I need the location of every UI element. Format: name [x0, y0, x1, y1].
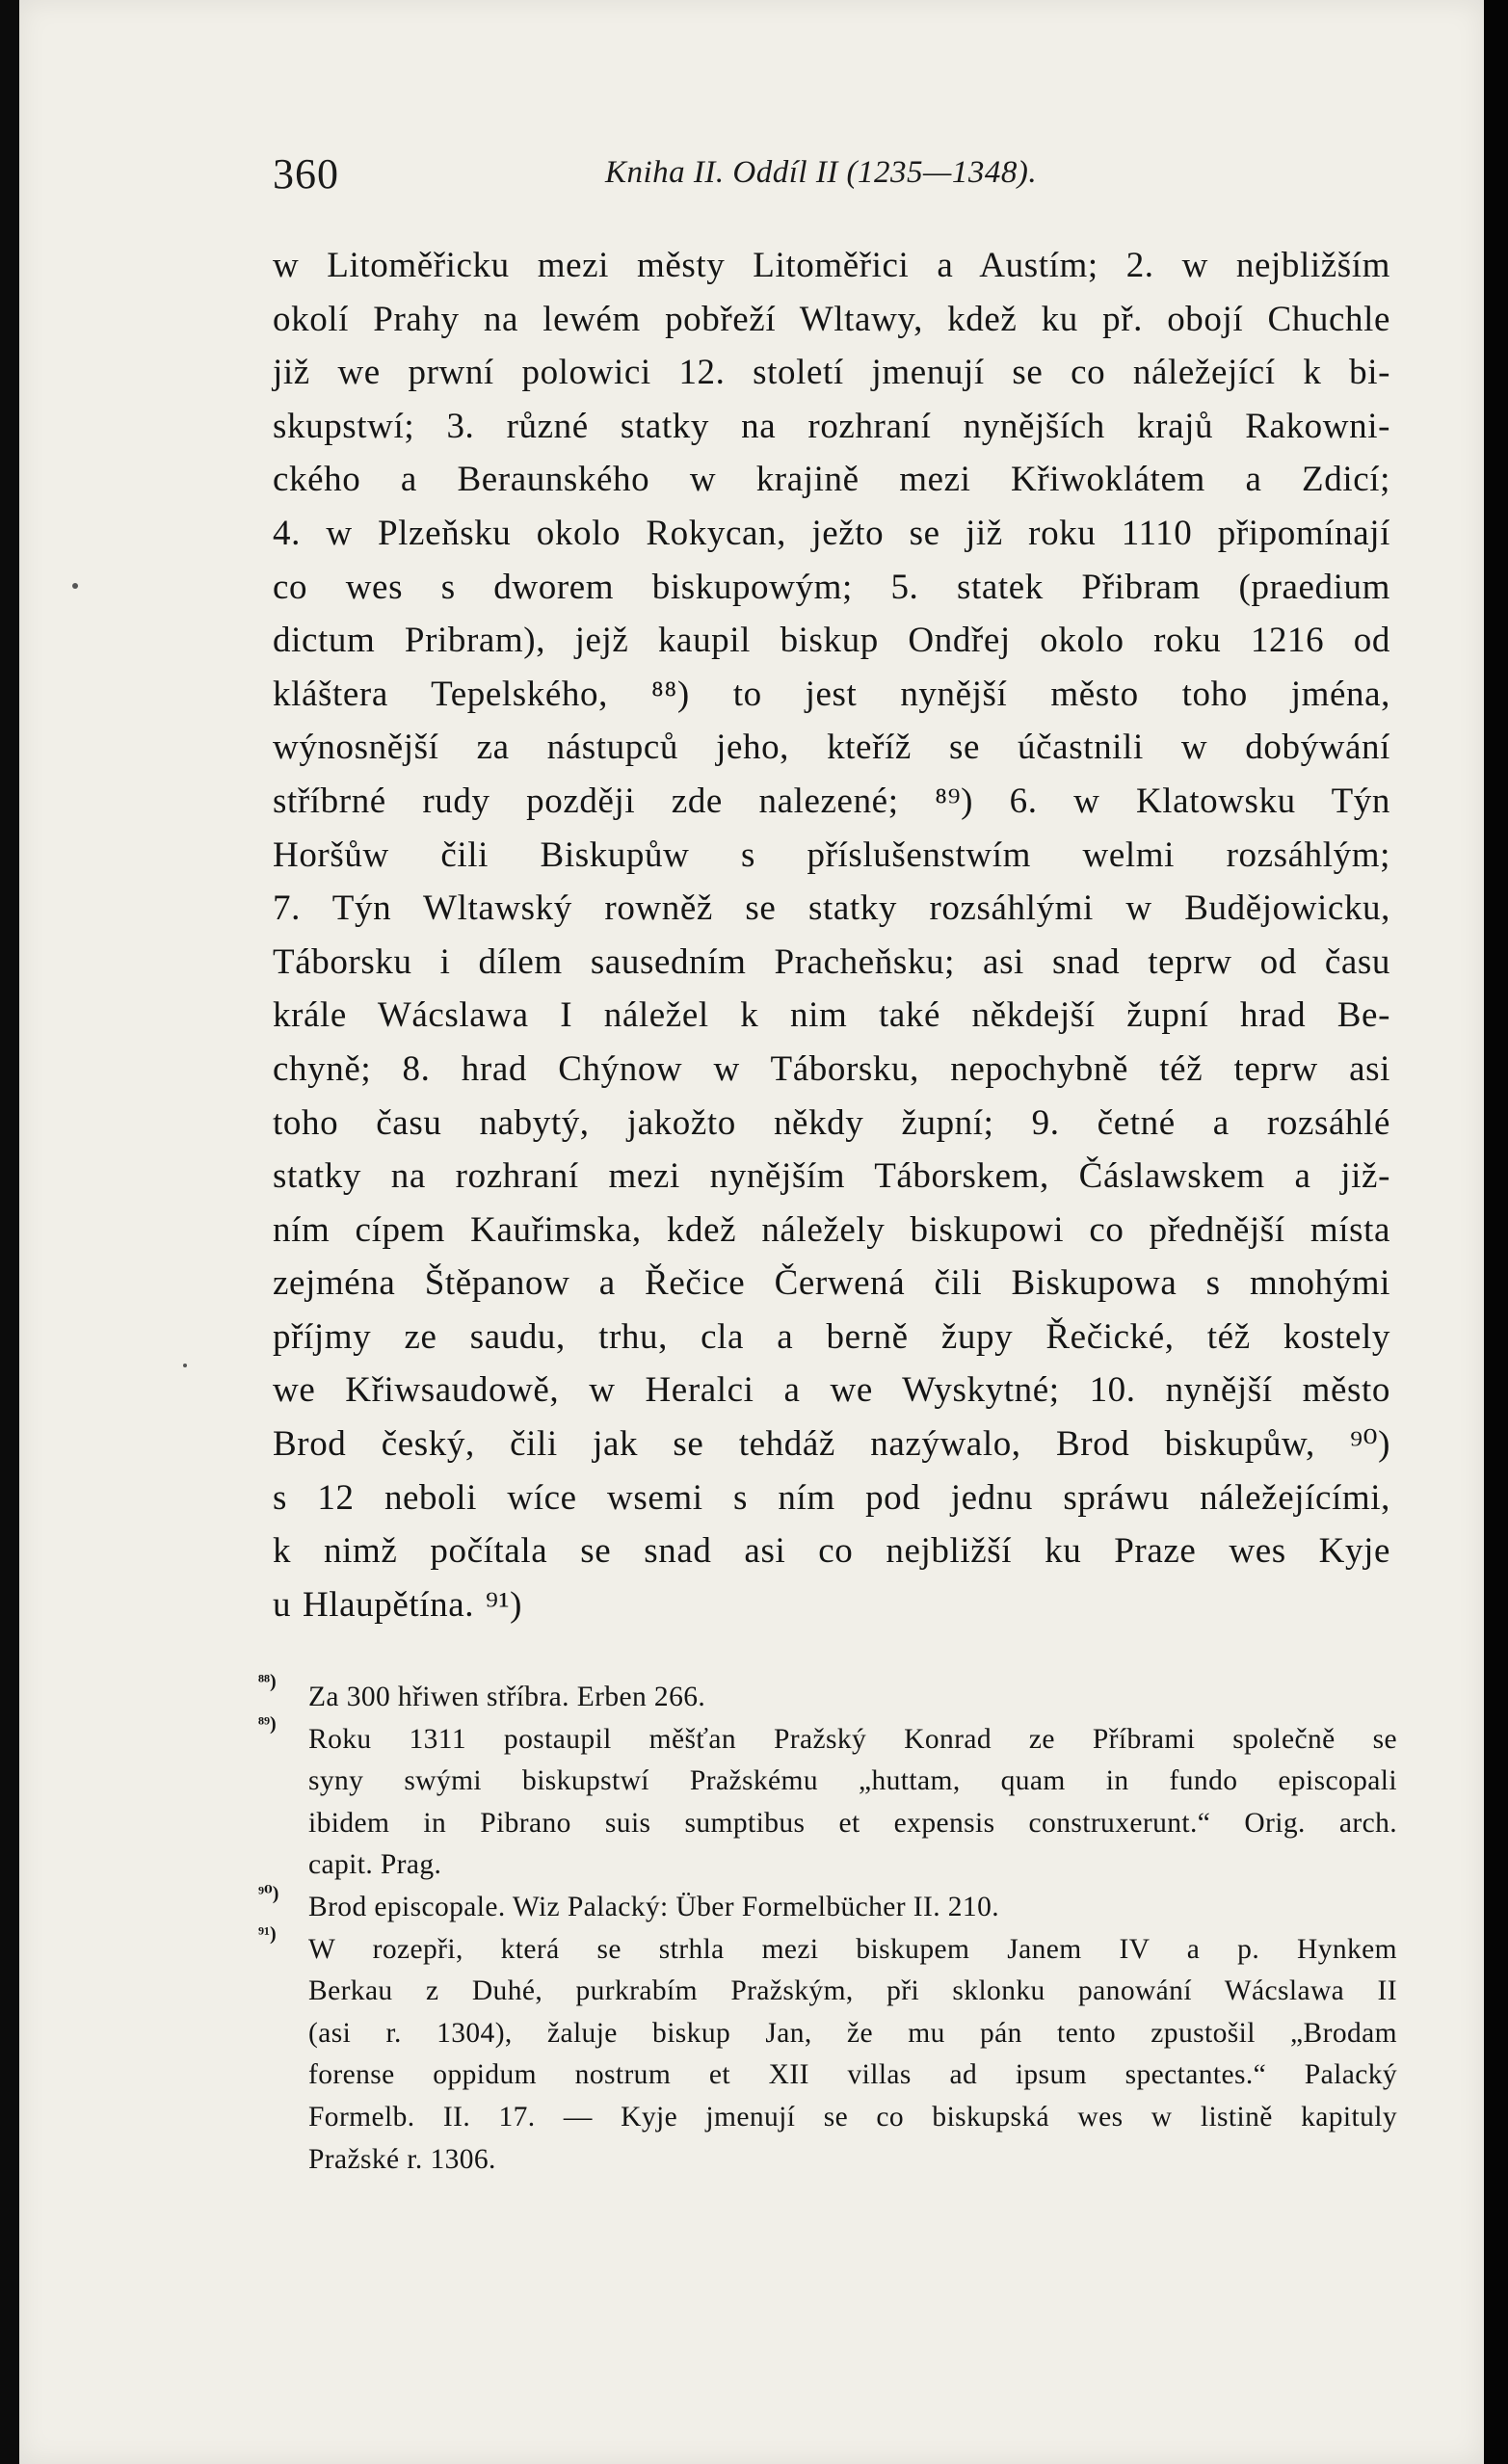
footnote-line: Pražské r. 1306. — [308, 2143, 496, 2175]
text-line: we Křiwsaudowě, w Heralci a we Wyskytné; 10. nynější město — [273, 1370, 1390, 1411]
text-line: 7. Týn Wltawský rowněž se statky rozsáhlými w Budějowicku, — [273, 888, 1390, 929]
page-number: 360 — [273, 150, 339, 198]
footnote-marker: ⁹⁰) — [258, 1882, 279, 1904]
text-line: statky na rozhraní mezi nynějším Táborskem, Čáslawskem a již- — [273, 1156, 1390, 1197]
text-line: ckého a Beraunského w krajině mezi Křiwoklátem a Zdicí; — [273, 460, 1390, 500]
footnote-line: ibidem in Pibrano suis sumptibus et expensis construxerunt.“ Orig. arch. — [308, 1807, 1397, 1839]
footnote-marker: ⁸⁹) — [258, 1712, 277, 1735]
text-line: stříbrné rudy později zde nalezené; ⁸⁹) 6. w Klatowsku Týn — [273, 781, 1390, 821]
text-line: toho času nabytý, jakožto někdy župní; 9. četné a rozsáhlé — [273, 1102, 1390, 1143]
footnote-89 — [258, 1712, 1397, 1887]
text-line: kláštera Tepelského, ⁸⁸) to jest nynější město toho jména, — [273, 674, 1390, 714]
text-line: Brod český, čili jak se tehdáž nazýwalo, Brod biskupůw, ⁹⁰) — [273, 1424, 1390, 1465]
running-title: Kniha II. Oddíl II (1235—1348). — [605, 155, 1038, 190]
footnote-line: forense oppidum nostrum et XII villas ad ipsum spectantes.“ Palacký — [308, 2059, 1397, 2091]
footnotes — [258, 1671, 1397, 2181]
footnote-line: Formelb. II. 17. — Kyje jmenují se co biskupská wes w listině kapituly — [308, 2101, 1397, 2133]
text-line: w Litoměřicku mezi městy Litoměřici a Austím; 2. w nejbližším — [273, 246, 1390, 285]
footnote-line: capit. Prag. — [308, 1849, 442, 1881]
footnote-line: Brod episcopale. Wiz Palacký: Über Formelbücher II. 210. — [308, 1891, 999, 1922]
footnote-line: Berkau z Duhé, purkrabím Pražským, při sklonku panowání Wácslawa II — [308, 1975, 1397, 2007]
footnote-line: syny swými biskupstwí Pražskému „huttam, quam in fundo episcopali — [308, 1765, 1397, 1797]
footnote-91 — [258, 1922, 1397, 2182]
text-line: příjmy ze saudu, trhu, cla a berně župy Řečické, též kostely — [273, 1316, 1390, 1357]
text-line: wýnosnější za nástupců jeho, kteříž se účastnili w dobýwání — [273, 728, 1390, 768]
text-line: skupstwí; 3. různé statky na rozhraní nynějších krajů Rakowni- — [273, 406, 1390, 446]
footnote-90 — [258, 1882, 1397, 1929]
text-line: okolí Prahy na lewém pobřeží Wltawy, kdež ku př. obojí Chuchle — [273, 299, 1390, 339]
text-line: 4. w Plzeňsku okolo Rokycan, ježto se již roku 1110 připomínají — [273, 513, 1390, 553]
text-line: Táborsku i dílem sausedním Pracheňsku; asi snad teprw od času — [273, 941, 1390, 982]
text-line: chyně; 8. hrad Chýnow w Táborsku, nepochybně též teprw asi — [273, 1048, 1390, 1089]
footnote-line: W rozepři, která se strhla mezi biskupem Janem IV a p. Hynkem — [308, 1933, 1397, 1965]
footnote-line: Za 300 hřiwen stříbra. Erben 266. — [308, 1682, 706, 1712]
main-text — [273, 239, 1390, 1631]
book-page — [19, 0, 1484, 2464]
text-line: krále Wácslawa I náležel k nim také někdejší župní hrad Be- — [273, 995, 1390, 1036]
text-line: zejména Štěpanow a Řečice Čerwená čili Biskupowa s mnohými — [273, 1263, 1390, 1304]
page-header — [273, 149, 1121, 207]
text-line: dictum Pribram), jejž kaupil biskup Ondřej okolo roku 1216 od — [273, 621, 1390, 661]
footnote-88 — [258, 1671, 1397, 1719]
text-line: s 12 neboli wíce wsemi s ním pod jednu spráwu náležejícími, — [273, 1477, 1390, 1518]
paper-speck — [72, 583, 78, 589]
text-line: k nimž počítala se snad asi co nejbližší ku Praze wes Kyje — [273, 1531, 1390, 1572]
paper-speck — [183, 1364, 187, 1367]
text-line: u Hlaupětína. ⁹¹) — [273, 1584, 523, 1625]
footnote-marker: ⁸⁸) — [258, 1671, 277, 1692]
footnote-marker: ⁹¹) — [258, 1922, 277, 1945]
text-line: Horšůw čili Biskupůw s příslušenstwím welmi rozsáhlým; — [273, 835, 1390, 875]
scan-edge — [1484, 0, 1508, 2464]
footnote-line: (asi r. 1304), žaluje biskup Jan, že mu pán tento zpustošil „Brodam — [308, 2017, 1397, 2049]
text-line: již we prwní polowici 12. století jmenují se co náležející k bi- — [273, 353, 1390, 393]
text-line: co wes s dworem biskupowým; 5. statek Přibram (praedium — [273, 567, 1390, 607]
footnote-line: Roku 1311 postaupil měšťan Pražský Konrad ze Příbrami společně se — [308, 1723, 1397, 1755]
text-line: ním cípem Kauřimska, kdež náležely biskupowi co přednější místa — [273, 1209, 1390, 1250]
